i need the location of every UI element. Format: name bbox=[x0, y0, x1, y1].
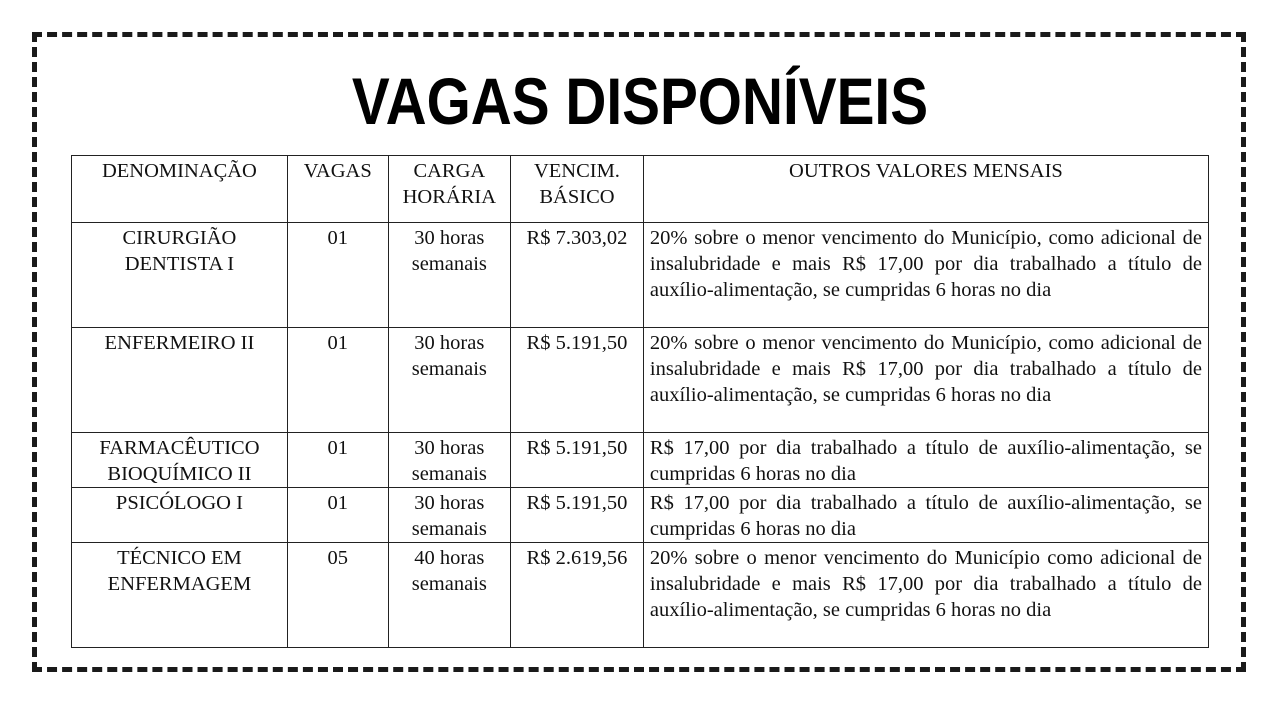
cell-outros-valores: R$ 17,00 por dia trabalhado a título de auxílio-alimentação, se cumpridas 6 horas no dia bbox=[643, 433, 1208, 488]
table-row bbox=[72, 328, 1209, 433]
cell-outros-valores: R$ 17,00 por dia trabalhado a título de auxílio-alimentação, se cumpridas 6 horas no dia bbox=[643, 488, 1208, 543]
table-row bbox=[72, 543, 1209, 648]
cell-carga-horaria: 30 horas semanais bbox=[388, 488, 510, 543]
table-header-row bbox=[72, 156, 1209, 223]
table-row bbox=[72, 488, 1209, 543]
cell-denominacao: CIRURGIÃO DENTISTA I bbox=[72, 223, 288, 328]
cell-denominacao: FARMACÊUTICO BIOQUÍMICO II bbox=[72, 433, 288, 488]
vacancies-table bbox=[71, 155, 1209, 648]
cell-vencimento: R$ 5.191,50 bbox=[511, 488, 644, 543]
cell-carga-horaria: 40 horas semanais bbox=[388, 543, 510, 648]
cell-outros-valores: 20% sobre o menor vencimento do Município como adicional de insalubridade e mais R$ 17,00 por dia trabalhado a título de auxílio-alimentação, se cumpridas 6 horas no dia bbox=[643, 543, 1208, 648]
cell-outros-valores: 20% sobre o menor vencimento do Município, como adicional de insalubridade e mais R$ 17,00 por dia trabalhado a título de auxílio-alimentação, se cumpridas 6 horas no dia bbox=[643, 328, 1208, 433]
cell-carga-horaria: 30 horas semanais bbox=[388, 223, 510, 328]
cell-carga-horaria: 30 horas semanais bbox=[388, 433, 510, 488]
header-vencimento: VENCIM. BÁSICO bbox=[511, 156, 644, 223]
cell-vencimento: R$ 7.303,02 bbox=[511, 223, 644, 328]
cell-vencimento: R$ 5.191,50 bbox=[511, 433, 644, 488]
cell-vagas: 01 bbox=[287, 328, 388, 433]
cell-vagas: 01 bbox=[287, 223, 388, 328]
cell-carga-horaria: 30 horas semanais bbox=[388, 328, 510, 433]
table-row bbox=[72, 433, 1209, 488]
header-vagas: VAGAS bbox=[287, 156, 388, 223]
cell-denominacao: PSICÓLOGO I bbox=[72, 488, 288, 543]
table-row bbox=[72, 223, 1209, 328]
cell-vagas: 05 bbox=[287, 543, 388, 648]
cell-vagas: 01 bbox=[287, 433, 388, 488]
header-outros-valores: OUTROS VALORES MENSAIS bbox=[643, 156, 1208, 223]
page-title: VAGAS DISPONÍVEIS bbox=[351, 64, 929, 138]
cell-vencimento: R$ 5.191,50 bbox=[511, 328, 644, 433]
header-carga-horaria: CARGA HORÁRIA bbox=[388, 156, 510, 223]
cell-denominacao: ENFERMEIRO II bbox=[72, 328, 288, 433]
cell-vagas: 01 bbox=[287, 488, 388, 543]
cell-vencimento: R$ 2.619,56 bbox=[511, 543, 644, 648]
cell-outros-valores: 20% sobre o menor vencimento do Município, como adicional de insalubridade e mais R$ 17,00 por dia trabalhado a título de auxílio-alimentação, se cumpridas 6 horas no dia bbox=[643, 223, 1208, 328]
header-denominacao: DENOMINAÇÃO bbox=[72, 156, 288, 223]
cell-denominacao: TÉCNICO EM ENFERMAGEM bbox=[72, 543, 288, 648]
